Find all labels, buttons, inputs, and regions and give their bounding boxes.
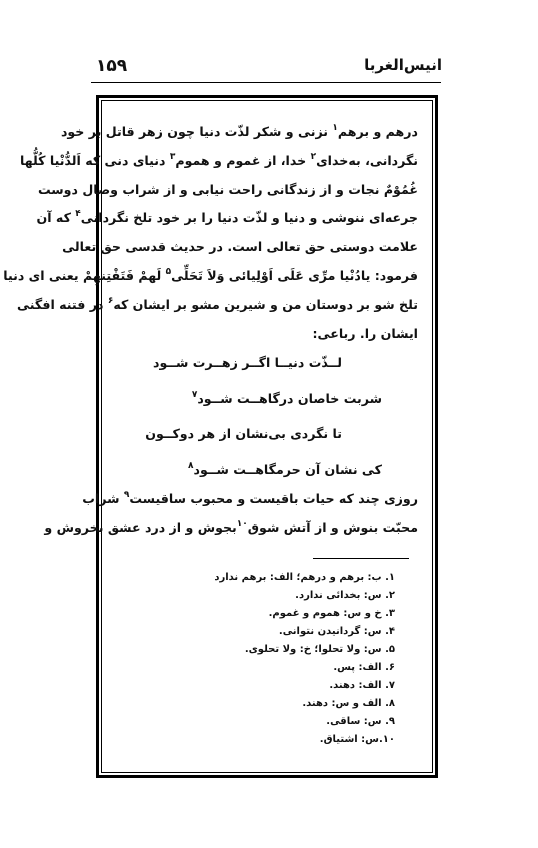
verse-line: کی نشان آن حرمگاهــت شــود$^۸$ [188, 461, 382, 477]
footnote-ref: ۵ [165, 267, 172, 277]
footnote-rule [313, 558, 409, 559]
verse-line: تا نگردی بی‌نشان از هر دوکــون [145, 426, 342, 441]
footnote-ref: ۳ [169, 152, 176, 162]
footnote: ۹. س: ساقی. [326, 716, 395, 727]
body-line: درهم و برهم$^۱$ نزنی و شکر لذّت دنیا چون زهر قاتل بر خود [60, 123, 418, 139]
body-line: غُمُوْمٌ نجات و از زندگانی راحت نیابی و از شراب وصال دوست [37, 182, 418, 197]
footnote: ۸. الف و س: دهند. [302, 698, 395, 709]
footnote-ref: ۸ [188, 461, 194, 471]
footnote-ref: ۹ [123, 490, 130, 500]
footnote: ۲. س: بخدائی ندارد. [295, 590, 395, 601]
footnote: ۵. س: ولا تحلوا؛ خ: ولا تحلوی. [244, 644, 395, 655]
body-line: فرمود: یادُنْیا مرِّی عَلَی اَوْلِیائی وَلاَ تَحَلِّی$^۵$ لَهمْ فَتَفْتِنهِمْ یعنی ای دنیا [3, 267, 418, 283]
footnote-ref: ۶ [107, 296, 114, 306]
running-title: انیس‌الغربا [364, 56, 442, 74]
footnote: ۱. ب: برهم و درهم؛ الف: برهم ندارد [214, 572, 395, 583]
body-line: علامت دوستی حق تعالی است. در حدیث قدسی حق تعالی [62, 239, 418, 254]
body-line: تلخ شو بر دوستان من و شیرین مشو بر ایشان که$^۶$ در فتنه افگنی [17, 296, 418, 312]
footnote: ۴. س: گردانیدن نتوانی. [278, 626, 395, 637]
body-line: جرعه‌ای ننوشی و دنیا و لذّت دنیا را بر خود تلخ نگردانی$^۴$ که آن [36, 209, 418, 225]
footnote-ref: ۱۰ [236, 519, 248, 529]
footnote: ۶. الف: پس. [333, 662, 395, 673]
footnote: ۱۰.س: اشتیاق. [319, 734, 395, 745]
body-line: روزی چند که حیات باقیست و محبوب ساقیست$^۹$ شراب [82, 490, 418, 506]
body-line: محبّت بنوش و از آتش شوق$^{۱۰}$بجوش و از درد عشق بخروش و [44, 519, 418, 535]
footnote: ۳. خ و س: هموم و غموم. [268, 608, 395, 619]
footnote-ref: ۲ [310, 152, 317, 162]
footnote-ref: ۷ [191, 390, 198, 400]
header-rule [91, 82, 441, 83]
footnote-ref: ۱ [332, 123, 338, 133]
footnote: ۷. الف: دهند. [329, 680, 395, 691]
footnote-ref: ۴ [75, 209, 81, 219]
page-number: ۱۵۹ [96, 56, 128, 76]
verse-line: لــذّت دنیــا اگــر زهــرت شــود [153, 355, 342, 370]
body-line: نگردانی، به‌خدای$^۲$ خدا، از غموم و هموم$^۳$ دنیای دنی که اَلدُّنْیا کُلُّها [20, 152, 418, 168]
body-line: ایشان را. رباعی: [312, 326, 418, 341]
verse-line: شربت خاصان درگاهــت شــود$^۷$ [191, 390, 382, 406]
